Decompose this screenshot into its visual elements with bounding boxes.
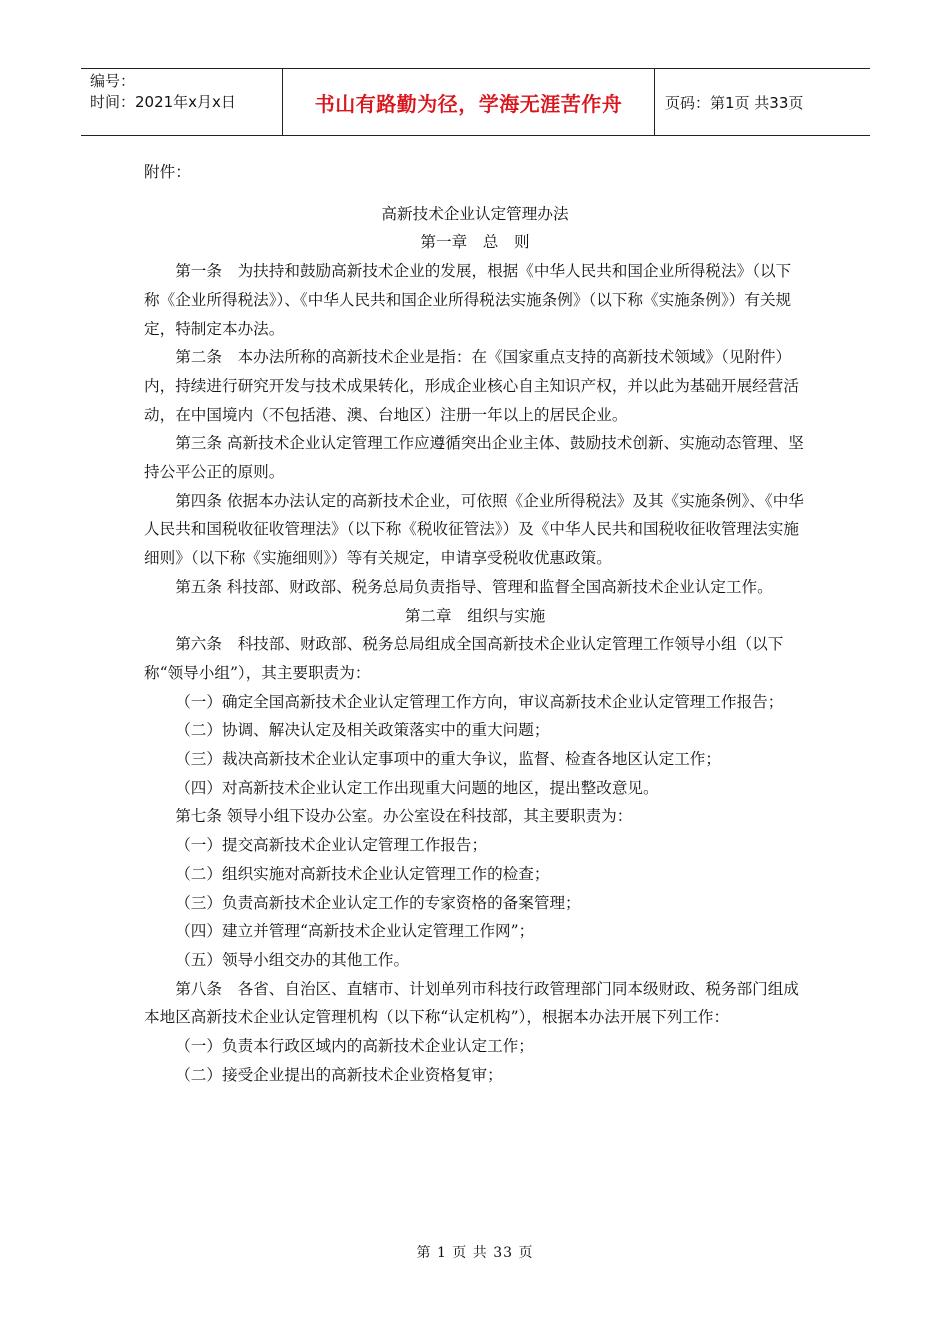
page-header (81, 68, 870, 136)
document-title: 高新技术企业认定管理办法 (381, 204, 569, 223)
list-item: （四）建立并管理“高新技术企业认定管理工作网”； (175, 922, 535, 941)
list-item: （一）提交高新技术企业认定管理工作报告； (175, 836, 488, 855)
article-paragraph: 第六条 科技部、财政部、税务总局组成全国高新技术企业认定管理工作领导小组（以下称“领导小组”），其主要职责为： (144, 635, 784, 682)
page-footer: 第 1 页 共 33 页 (416, 1245, 534, 1261)
list-item: （一）确定全国高新技术企业认定管理工作方向，审议高新技术企业认定管理工作报告； (175, 692, 784, 711)
article-paragraph: 第八条 各省、自治区、直辖市、计划单列市科技行政管理部门同本级财政、税务部门组成本地区高新技术企业认定管理机构（以下称“认定机构”），根据本办法开展下列工作： (144, 979, 799, 1027)
document-time: 时间：2021年x月x日 (90, 93, 236, 111)
list-item: （二）协调、解决认定及相关政策落实中的重大问题； (175, 721, 550, 740)
article-paragraph: 第四条 依据本办法认定的高新技术企业，可依照《企业所得税法》及其《实施条例》、《中华人民共和国税收征收管理法》（以下称《税收征管法》）及《中华人民共和国税收征收管理法实施细则》（以下称《实施细则》）等有关规定，申请享受税收优惠政策。 (144, 491, 804, 568)
article-paragraph: 第一条 为扶持和鼓励高新技术企业的发展，根据《中华人民共和国企业所得税法》（以下称《企业所得税法》）、《中华人民共和国企业所得税法实施条例》（以下称《实施条例》）有关规定，特制定本办法。 (144, 262, 792, 338)
list-item: （四）对高新技术企业认定工作出现重大问题的地区，提出整改意见。 (175, 778, 659, 797)
chapter-heading: 第一章 总 则 (420, 233, 530, 252)
list-item: （三）负责高新技术企业认定工作的专家资格的备案管理； (175, 893, 581, 912)
list-item: （一）负责本行政区域内的高新技术企业认定工作； (175, 1037, 534, 1056)
attachment-label: 附件： (144, 163, 191, 181)
list-item: （二）组织实施对高新技术企业认定管理工作的检查； (175, 864, 550, 883)
document-body (144, 158, 806, 1090)
list-item: （二）接受企业提出的高新技术企业资格复审； (175, 1065, 503, 1084)
article-paragraph: 第三条 高新技术企业认定管理工作应遵循突出企业主体、鼓励技术创新、实施动态管理、坚持公平公正的原则。 (144, 434, 804, 482)
header-motto: 书山有路勤为径，学海无涯苦作舟 (282, 69, 655, 135)
article-paragraph: 第五条 科技部、财政部、税务总局负责指导、管理和监督全国高新技术企业认定工作。 (175, 577, 773, 596)
header-meta (81, 69, 282, 135)
list-item: （五）领导小组交办的其他工作。 (175, 950, 410, 969)
article-paragraph: 第二条 本办法所称的高新技术企业是指：在《国家重点支持的高新技术领域》（见附件）内，持续进行研究开发与技术成果转化，形成企业核心自主知识产权，并以此为基础开展经营活动，在中国境内（不包括港、澳、台地区）注册一年以上的居民企业。 (144, 348, 799, 424)
header-page-info: 页码：第1页 共33页 (665, 93, 804, 112)
article-paragraph: 第七条 领导小组下设办公室。办公室设在科技部，其主要职责为： (175, 807, 633, 826)
chapter-heading: 第二章 组织与实施 (404, 606, 546, 625)
list-item: （三）裁决高新技术企业认定事项中的重大争议，监督、检查各地区认定工作； (175, 750, 721, 769)
document-code-label: 编号： (90, 72, 136, 90)
